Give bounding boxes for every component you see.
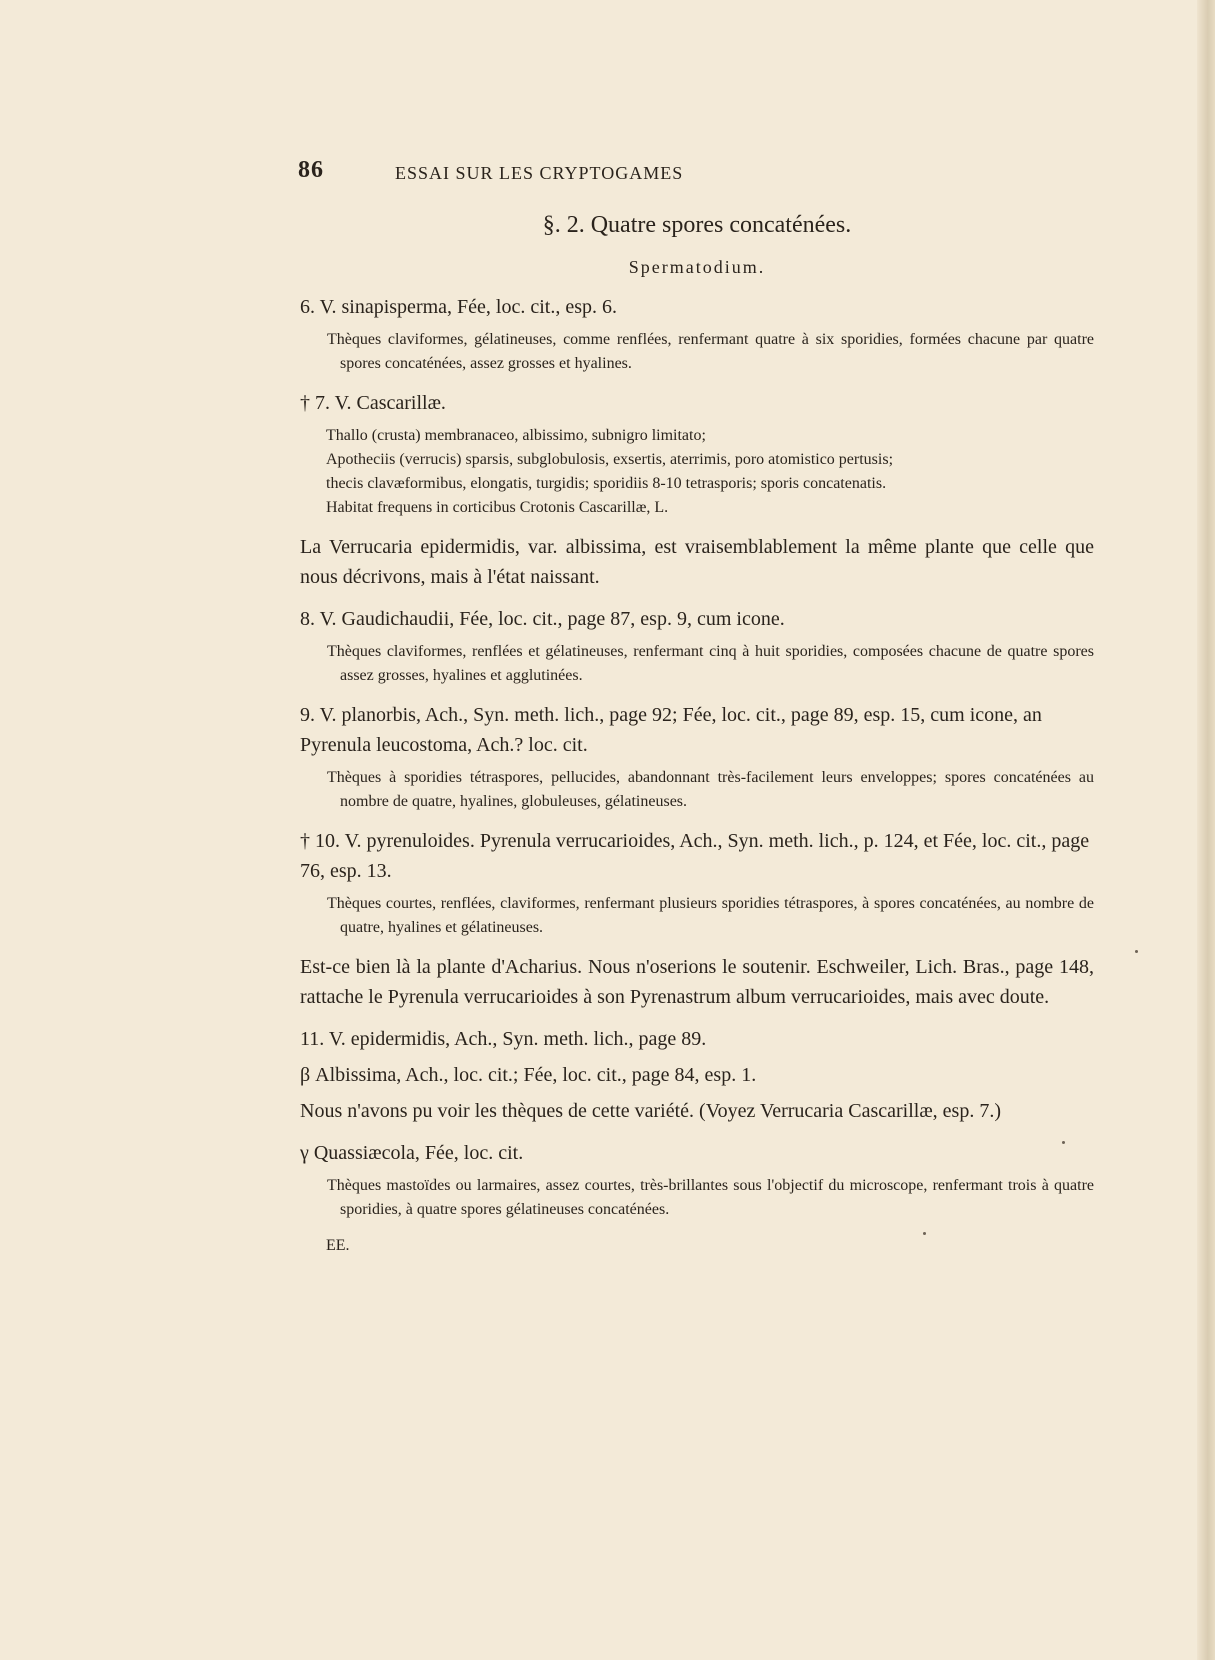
entry-10: † 10. V. pyrenuloides. Pyrenula verrucarioides, Ach., Syn. meth. lich., p. 124, et Fée, loc. cit., page 76, esp. 13. [300,830,1090,882]
description-10: Thèques courtes, renflées, claviformes, renfermant plusieurs sporidies tétraspores, à spores concaténées, au nombre de quatre, hyalines et gélatineuses. [327,895,1094,936]
page-number: 86 [298,157,324,183]
genus-heading: Spermatodium. [628,257,766,277]
paragraph-11-beta: Nous n'avons pu voir les thèques de cette variété. (Voyez Verrucaria Cascarillæ, esp. 7.) [300,1100,1001,1122]
page-edge [1197,0,1215,1660]
paragraph-7: La Verrucaria epidermidis, var. albissima, est vraisemblablement la même plante que celle que nous décrivons, mais à l'état naissant. [300,536,1094,588]
page-text [300,200,1094,1270]
description-7-line: Apotheciis (verrucis) sparsis, subglobulosis, exsertis, aterrimis, poro atomistico pertusis; [326,451,894,468]
ink-speck [1135,950,1138,953]
ink-speck [1062,1141,1065,1144]
entry-8: 8. V. Gaudichaudii, Fée, loc. cit., page 87, esp. 9, cum icone. [300,608,785,630]
section-title: §. 2. Quatre spores concaténées. [542,212,852,238]
ink-speck [923,1232,926,1235]
description-7-line: Thallo (crusta) membranaceo, albissimo, subnigro limitato; [326,427,706,444]
description-11-gamma: Thèques mastoïdes ou larmaires, assez courtes, très-brillantes sous l'objectif du microscope, renfermant trois à quatre sporidies, à quatre spores gélatineuses concaténées. [327,1177,1094,1218]
entry-9: 9. V. planorbis, Ach., Syn. meth. lich., page 92; Fée, loc. cit., page 89, esp. 15, cum icone, an Pyrenula leucostoma, Ach.? loc. cit. [300,704,1042,756]
description-7-line: thecis clavæformibus, elongatis, turgidis; sporidiis 8-10 tetrasporis; sporis concatenatis. [326,475,887,492]
entry-7: † 7. V. Cascarillæ. [300,392,446,414]
entry-6: 6. V. sinapisperma, Fée, loc. cit., esp. 6. [300,296,617,318]
entry-11: 11. V. epidermidis, Ach., Syn. meth. lich., page 89. [300,1028,707,1050]
entry-11-gamma: γ Quassiæcola, Fée, loc. cit. [300,1142,524,1164]
entry-11-beta: β Albissima, Ach., loc. cit.; Fée, loc. cit., page 84, esp. 1. [300,1064,757,1086]
paragraph-10: Est-ce bien là la plante d'Acharius. Nous n'oserions le soutenir. Eschweiler, Lich. Bras., page 148, rattache le Pyrenula verrucarioides à son Pyrenastrum album verrucarioides, mais avec doute. [300,956,1094,1008]
description-7-line: Habitat frequens in corticibus Crotonis Cascarillæ, L. [326,499,669,516]
description-8: Thèques claviformes, renflées et gélatineuses, renfermant cinq à huit sporidies, composées chacune de quatre spores assez grosses, hyalines et agglutinées. [327,643,1094,684]
description-7 [326,424,1094,520]
running-title: ESSAI SUR LES CRYPTOGAMES [395,163,684,183]
tail-mark: EE. [326,1237,350,1254]
description-9: Thèques à sporidies tétraspores, pellucides, abandonnant très-facilement leurs enveloppes; spores concaténées au nombre de quatre, hyalines, globuleuses, gélatineuses. [327,769,1094,810]
description-6: Thèques claviformes, gélatineuses, comme renflées, renfermant quatre à six sporidies, formées chacune par quatre spores concaténées, assez grosses et hyalines. [327,331,1094,372]
